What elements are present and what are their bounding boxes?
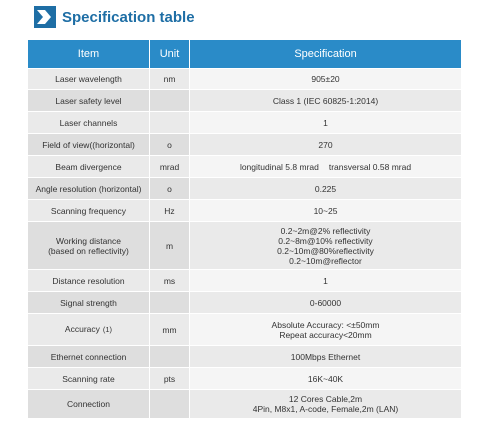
row-unit: ms bbox=[150, 270, 190, 292]
row-spec: Class 1 (IEC 60825-1:2014) bbox=[190, 90, 462, 112]
row-unit: nm bbox=[150, 69, 190, 90]
footnote-marker: (1) bbox=[102, 325, 113, 334]
row-unit: o bbox=[150, 178, 190, 200]
header-item: Item bbox=[28, 40, 150, 69]
item-line: Working distance bbox=[55, 235, 122, 246]
row-unit: pts bbox=[150, 368, 190, 390]
row-spec: 10~25 bbox=[190, 200, 462, 222]
table-header-row bbox=[28, 40, 462, 69]
row-unit: mrad bbox=[150, 156, 190, 178]
row-spec: 100Mbps Ethernet bbox=[190, 346, 462, 368]
table-row bbox=[28, 270, 462, 292]
spec-line: Repeat accuracy<20mm bbox=[279, 329, 372, 340]
table-row bbox=[28, 112, 462, 134]
row-spec bbox=[190, 222, 462, 270]
row-item bbox=[28, 222, 150, 270]
table-row bbox=[28, 178, 462, 200]
table-row bbox=[28, 314, 462, 346]
row-spec bbox=[190, 156, 462, 178]
row-unit bbox=[150, 292, 190, 314]
spec-line: 12 Cores Cable,2m bbox=[288, 394, 363, 404]
row-spec bbox=[190, 314, 462, 346]
specification-table bbox=[27, 39, 462, 419]
table-row bbox=[28, 134, 462, 156]
table-row bbox=[28, 69, 462, 90]
table-row bbox=[28, 90, 462, 112]
table-row bbox=[28, 292, 462, 314]
header-unit: Unit bbox=[150, 40, 190, 69]
row-item: Laser safety level bbox=[28, 90, 150, 112]
row-item: Field of view((horizontal) bbox=[28, 134, 150, 156]
row-item: Ethernet connection bbox=[28, 346, 150, 368]
row-spec: 905±20 bbox=[190, 69, 462, 90]
spec-transversal: transversal 0.58 mrad bbox=[328, 161, 412, 172]
row-item: Connection bbox=[28, 390, 150, 419]
row-item: Signal strength bbox=[28, 292, 150, 314]
row-spec: 0.225 bbox=[190, 178, 462, 200]
row-unit: o bbox=[150, 134, 190, 156]
row-item bbox=[28, 314, 150, 346]
table-row bbox=[28, 346, 462, 368]
row-unit bbox=[150, 390, 190, 419]
row-unit: mm bbox=[150, 314, 190, 346]
table-row bbox=[28, 156, 462, 178]
row-spec: 1 bbox=[190, 270, 462, 292]
row-unit bbox=[150, 346, 190, 368]
spec-line: 0.2~10m@reflector bbox=[289, 255, 362, 266]
row-spec bbox=[190, 390, 462, 419]
table-row bbox=[28, 222, 462, 270]
spec-line: 0.2~2m@2% reflectivity bbox=[280, 225, 371, 236]
section-title bbox=[34, 6, 195, 28]
spec-line: 0.2~8m@10% reflectivity bbox=[278, 235, 373, 246]
row-unit bbox=[150, 90, 190, 112]
spec-line: 0.2~10m@80%reflectivity bbox=[277, 245, 374, 256]
row-unit bbox=[150, 112, 190, 134]
row-item: Scanning rate bbox=[28, 368, 150, 390]
header-specification: Specification bbox=[190, 40, 462, 69]
row-item: Angle resolution (horizontal) bbox=[28, 178, 150, 200]
table-row bbox=[28, 200, 462, 222]
row-item: Beam divergence bbox=[28, 156, 150, 178]
table-row bbox=[28, 390, 462, 419]
page-title: Specification table bbox=[62, 8, 195, 26]
row-unit: Hz bbox=[150, 200, 190, 222]
row-spec: 1 bbox=[190, 112, 462, 134]
chevron-badge-icon bbox=[34, 6, 56, 28]
row-item: Laser wavelength bbox=[28, 69, 150, 90]
item-label: Accuracy bbox=[64, 324, 100, 334]
row-spec: 270 bbox=[190, 134, 462, 156]
row-item: Laser channels bbox=[28, 112, 150, 134]
row-spec: 16K~40K bbox=[190, 368, 462, 390]
item-line: (based on reflectivity) bbox=[48, 245, 129, 256]
row-unit: m bbox=[150, 222, 190, 270]
row-item: Scanning frequency bbox=[28, 200, 150, 222]
spec-line: Absolute Accuracy: <±50mm bbox=[271, 319, 380, 330]
row-item: Distance resolution bbox=[28, 270, 150, 292]
row-spec: 0-60000 bbox=[190, 292, 462, 314]
spec-longitudinal: longitudinal 5.8 mrad bbox=[239, 161, 319, 172]
spec-line: 4Pin, M8x1, A-code, Female,2m (LAN) bbox=[252, 404, 399, 414]
table-row bbox=[28, 368, 462, 390]
